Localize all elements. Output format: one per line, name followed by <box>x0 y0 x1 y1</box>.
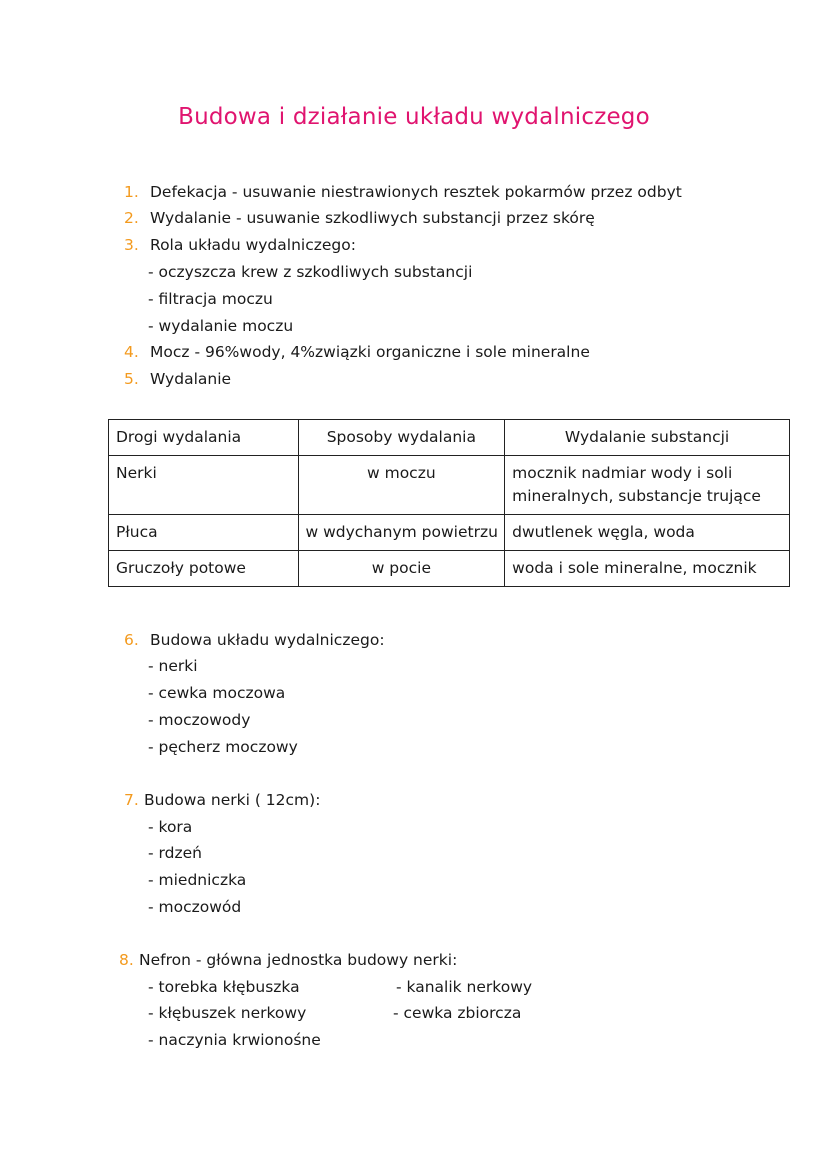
table-header-cell: Sposoby wydalania <box>298 420 505 456</box>
table-cell: w pocie <box>298 551 505 587</box>
item-text: Wydalanie <box>150 370 232 388</box>
item-number: 2. <box>124 209 139 227</box>
item-number: 4. <box>124 343 139 361</box>
table-cell: w moczu <box>298 456 505 515</box>
sub-item: - cewka zbiorcza <box>393 1004 522 1022</box>
table-header-cell: Wydalanie substancji <box>505 420 790 456</box>
list-item <box>124 630 385 650</box>
sub-item: - moczowody <box>148 711 251 729</box>
list-item <box>124 235 356 255</box>
table-cell: woda i sole mineralne, mocznik <box>505 551 790 587</box>
sub-item: - kłębuszek nerkowy <box>148 1004 307 1022</box>
table-header-row <box>109 420 790 456</box>
sub-item: - pęcherz moczowy <box>148 738 298 756</box>
sub-item: - naczynia krwionośne <box>148 1031 321 1049</box>
sub-item: - wydalanie moczu <box>148 317 294 335</box>
sub-item: - miedniczka <box>148 871 247 889</box>
list-item <box>124 342 590 362</box>
table-header-cell: Drogi wydalania <box>109 420 299 456</box>
sub-item: - moczowód <box>148 898 242 916</box>
sub-item: - nerki <box>148 657 198 675</box>
item-number: 6. <box>124 631 139 649</box>
sub-item: - kanalik nerkowy <box>396 978 533 996</box>
excretion-table <box>108 419 790 587</box>
sub-item: - oczyszcza krew z szkodliwych substancji <box>148 263 473 281</box>
item-text: Nefron - główna jednostka budowy nerki: <box>139 951 458 969</box>
table-row <box>109 456 790 515</box>
table-cell: w wdychanym powietrzu <box>298 515 505 551</box>
table-cell: mocznik nadmiar wody i soli mineralnych, substancje trujące <box>505 456 790 515</box>
item-text: Defekacja - usuwanie niestrawionych resztek pokarmów przez odbyt <box>150 183 682 201</box>
item-text: Budowa nerki ( 12cm): <box>144 791 321 809</box>
page-title: Budowa i działanie układu wydalniczego <box>178 104 650 130</box>
table-cell: Płuca <box>109 515 299 551</box>
item-number: 7. <box>124 791 139 809</box>
sub-item: - kora <box>148 818 193 836</box>
table-cell: Nerki <box>109 456 299 515</box>
item-text: Mocz - 96%wody, 4%związki organiczne i sole mineralne <box>150 343 590 361</box>
table-cell: dwutlenek węgla, woda <box>505 515 790 551</box>
item-number: 8. <box>119 951 134 969</box>
sub-item: - cewka moczowa <box>148 684 286 702</box>
item-text: Wydalanie - usuwanie szkodliwych substancji przez skórę <box>150 209 595 227</box>
list-item <box>124 182 682 202</box>
list-item <box>124 369 231 389</box>
sub-item: - rdzeń <box>148 844 202 862</box>
item-number: 3. <box>124 236 139 254</box>
item-text: Rola układu wydalniczego: <box>150 236 356 254</box>
sub-item: - torebka kłębuszka <box>148 978 300 996</box>
list-item <box>119 950 457 970</box>
list-item <box>124 790 320 810</box>
item-text: Budowa układu wydalniczego: <box>150 631 385 649</box>
item-number: 1. <box>124 183 139 201</box>
sub-item: - filtracja moczu <box>148 290 273 308</box>
list-item <box>124 208 595 228</box>
item-number: 5. <box>124 370 139 388</box>
table-cell: Gruczoły potowe <box>109 551 299 587</box>
table-row <box>109 551 790 587</box>
table-row <box>109 515 790 551</box>
